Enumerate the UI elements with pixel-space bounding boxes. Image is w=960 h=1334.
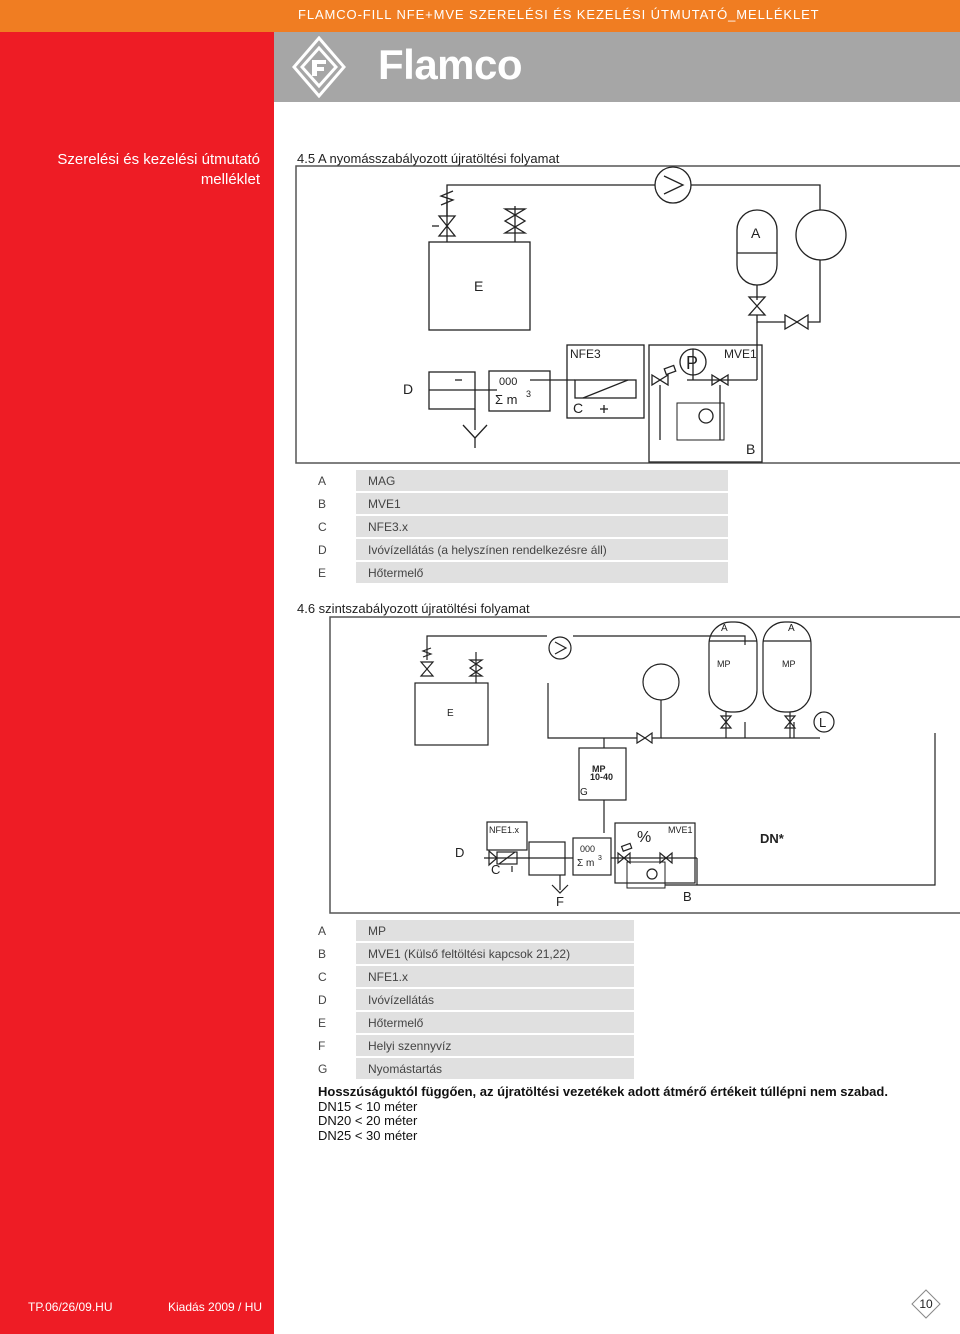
note-line: DN15 < 10 méter <box>318 1098 418 1114</box>
legend-value: MVE1 <box>356 492 728 515</box>
label-G: G <box>580 787 588 798</box>
document-title: FLAMCO-FILL NFE+MVE SZERELÉSI ÉS KEZELÉSI ÚTMUTATÓ_MELLÉKLET <box>298 7 820 22</box>
page-number-badge <box>910 1288 942 1320</box>
sidebar-title-line1: Szerelési és kezelési útmutató <box>57 151 260 168</box>
label-P: P <box>686 353 699 373</box>
legend-row <box>312 988 634 1011</box>
legend-value: Hőtermelő <box>356 1011 634 1034</box>
label-dn: DN* <box>760 831 784 846</box>
label-L: L <box>819 715 827 730</box>
legend-value: MP <box>356 920 634 942</box>
legend-key: D <box>312 988 356 1011</box>
meter-digits: 000 <box>580 844 596 854</box>
label-E: E <box>447 708 454 719</box>
legend-value: Nyomástartás <box>356 1057 634 1080</box>
diameter-note <box>318 1085 888 1143</box>
legend-key: E <box>312 1011 356 1034</box>
label-B: B <box>746 441 756 457</box>
label-MP1: MP <box>717 659 731 669</box>
section-title-4-5: 4.5 A nyomásszabályozott újratöltési folyamat <box>297 151 560 166</box>
note-line: DN20 < 20 méter <box>318 1113 418 1128</box>
legend-key: A <box>312 920 356 942</box>
label-F: F <box>556 894 564 909</box>
label-C: C <box>491 862 501 877</box>
label-D: D <box>455 845 465 860</box>
label-A: A <box>751 225 761 241</box>
meter-unit: Σ m <box>495 392 518 407</box>
legend-value: Ivóvízellátás <box>356 988 634 1011</box>
legend-row <box>312 942 634 965</box>
legend-value: NFE3.x <box>356 515 728 538</box>
label-D: D <box>403 381 414 397</box>
legend-value: NFE1.x <box>356 965 634 988</box>
logo-text: Flamco <box>378 41 523 88</box>
label-C: C <box>573 400 584 416</box>
legend-row <box>312 1034 634 1057</box>
percent-icon: % <box>637 829 652 846</box>
label-B: B <box>683 889 692 904</box>
legend-key: A <box>312 470 356 492</box>
meter-unit: Σ m <box>577 858 595 869</box>
footer-edition: Kiadás 2009 / HU <box>168 1300 263 1314</box>
legend-key: D <box>312 538 356 561</box>
legend-key: B <box>312 942 356 965</box>
legend-section2 <box>312 920 634 1081</box>
legend-value: Helyi szennyvíz <box>356 1034 634 1057</box>
meter-exp: 3 <box>526 389 532 399</box>
note-line: DN25 < 30 méter <box>318 1127 418 1143</box>
label-A2: A <box>788 623 795 634</box>
legend-value: Ivóvízellátás (a helyszínen rendelkezésre áll) <box>356 538 728 561</box>
legend-key: B <box>312 492 356 515</box>
pump-icon <box>549 637 571 659</box>
label-MP2: MP <box>782 659 796 669</box>
label-mp-range: 10-40 <box>590 772 614 782</box>
legend-row <box>312 1011 634 1034</box>
label-nfe3: NFE3 <box>570 347 601 361</box>
footer-doc-code: TP.06/26/09.HU <box>28 1300 113 1314</box>
label-E: E <box>474 278 484 294</box>
label-nfe1: NFE1.x <box>489 825 520 835</box>
legend-key: F <box>312 1034 356 1057</box>
legend-value: Hőtermelő <box>356 561 728 584</box>
legend-row <box>312 965 634 988</box>
sidebar-title-line2: melléklet <box>200 171 260 188</box>
section-title-4-6: 4.6 szintszabályozott újratöltési folyamat <box>297 601 530 616</box>
label-mp-g: MP <box>592 764 606 774</box>
meter-exp: 3 <box>598 855 602 862</box>
meter-digits: 000 <box>499 376 518 388</box>
label-mve1: MVE1 <box>668 825 693 835</box>
page-number: 10 <box>919 1297 933 1311</box>
legend-row <box>312 1057 634 1080</box>
legend-key: C <box>312 515 356 538</box>
legend-value: MVE1 (Külső feltöltési kapcsok 21,22) <box>356 942 634 965</box>
label-A1: A <box>721 623 728 634</box>
legend-key: G <box>312 1057 356 1080</box>
legend-row <box>312 920 634 942</box>
legend-key: E <box>312 561 356 584</box>
note-heading: Hosszúságuktól függően, az újratöltési vezetékek adott átmérő értékeit túllépni nem szabad. <box>318 1084 888 1099</box>
legend-key: C <box>312 965 356 988</box>
label-mve1: MVE1 <box>724 347 757 361</box>
legend-value: MAG <box>356 470 728 492</box>
